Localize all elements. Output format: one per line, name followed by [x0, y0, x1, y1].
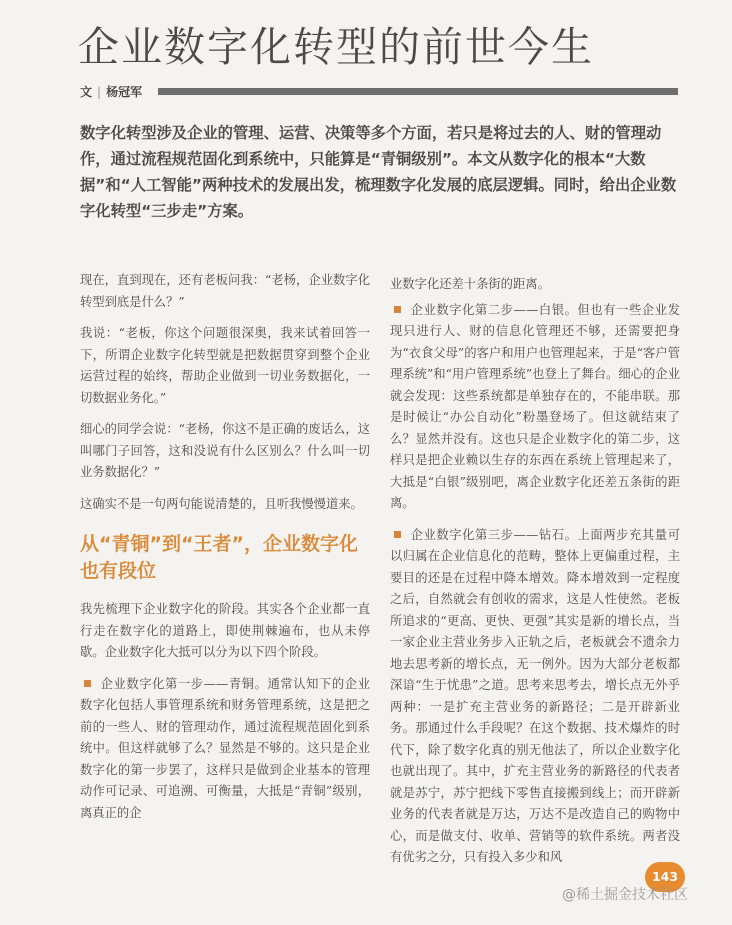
paragraph: 业数字化还差十条街的距离。: [390, 277, 550, 291]
left-column: [80, 270, 370, 834]
paragraph: 我说：“老板，你这个问题很深奥，我来试着回答一下，所谓企业数字化转型就是把数据贯穿到整个企业运营过程的始终，帮助企业做到一切业务数据化，一切数据业务化。”: [80, 326, 370, 405]
paragraph: 细心的同学会说：“老杨，你这不是正确的废话么，这叫哪门子回答，这和没说有什么区别么？什么叫一切业务数据化？”: [80, 422, 370, 479]
byline: [80, 83, 142, 100]
square-bullet-icon: [394, 531, 401, 538]
bullet-paragraph: [390, 525, 680, 869]
article-intro: 数字化转型涉及企业的管理、运营、决策等多个方面，若只是将过去的人、财的管理动作，通过流程规范固化到系统中，只能算是“青铜级别”。本文从数字化的根本“大数据”和“人工智能”两种技术的发展出发，梳理数字化发展的底层逻辑。同时，给出企业数字化转型“三步走”方案。: [80, 124, 677, 220]
watermark: @稀土掘金技术社区: [562, 887, 688, 903]
bullet-text: 企业数字化第二步——白银。但也有一些企业发现只进行人、财的信息化管理还不够，还需要把身为“衣食父母”的客户和用户也管理起来，于是“客户管理系统”和“用户管理系统”也登上了舞台。细心的企业就会发现：这些系统都是单独存在的，不能串联。那是时候让“办公自动化”粉墨登场了。但这就结束了么？显然并没有。这也只是企业数字化的第二步，这样只是把企业赖以生存的东西在系统上管理起来了，大抵是“白银”级别吧，离企业数字化还差五条街的距离。: [390, 302, 680, 510]
bullet-text: 企业数字化第一步——青铜。通常认知下的企业数字化包括人事管理系统和财务管理系统，这是把之前的一些人、财的管理动作，通过流程规范固化到系统中。但这样就够了么？显然是不够的。这只是企业数字化的第一步罢了，这样只是做到企业基本的管理动作可记录、可追溯、可衡量，大抵是“青铜”级别，离真正的企: [80, 676, 370, 820]
bullet-text: 企业数字化第三步——钻石。上面两步充其量可以归属在企业信息化的范畴，整体上更偏重过程，主要目的还是在过程中降本增效。降本增效到一定程度之后，自然就会有创收的需求，这是人性使然。老板所追求的“更高、更快、更强”其实是新的增长点，当一家企业主营业务步入正轨之后，老板就会不遗余力地去思考新的增长点，无一例外。因为大部分老板都深谙“生于忧患”之道。思考来思考去，增长点无外乎两种：一是扩充主营业务的新路径；二是开辟新业务。那通过什么手段呢？在这个数据、技术爆炸的时代下，除了数字化真的别无他法了，所以企业数字化也就出现了。其中，扩充主营业务的新路径的代表者就是苏宁，苏宁把线下零售直接搬到线上；而开辟新业务的代表者就是万达，万达不是改造自己的购物中心，而是做支付、收单、营销等的软件系统。两者没有优劣之分，只有投入多少和风: [390, 527, 680, 864]
page-number-badge: 143: [645, 862, 685, 892]
article-title: 企业数字化转型的前世今生: [78, 23, 594, 71]
bullet-paragraph: [80, 674, 370, 825]
square-bullet-icon: [394, 306, 401, 313]
section-heading: 从“青铜”到“王者”，企业数字化也有段位: [80, 533, 358, 582]
right-column: [390, 274, 680, 879]
paragraph: 我先梳理下企业数字化的阶段。其实各个企业都一直行走在数字化的道路上，即使荆棘遍布，也从未停歇。企业数字化大抵可以分为以下四个阶段。: [80, 602, 370, 659]
byline-prefix: 文: [80, 85, 93, 99]
bullet-paragraph: [390, 300, 680, 515]
paragraph: 现在，直到现在，还有老板问我：“老杨，企业数字化转型到底是什么？”: [80, 273, 370, 309]
paragraph: 这确实不是一句两句能说清楚的，且听我慢慢道来。: [80, 496, 363, 511]
square-bullet-icon: [84, 680, 91, 687]
author-name: 杨冠军: [106, 85, 143, 99]
byline-separator: |: [97, 85, 102, 99]
byline-divider-bar: [158, 88, 678, 95]
